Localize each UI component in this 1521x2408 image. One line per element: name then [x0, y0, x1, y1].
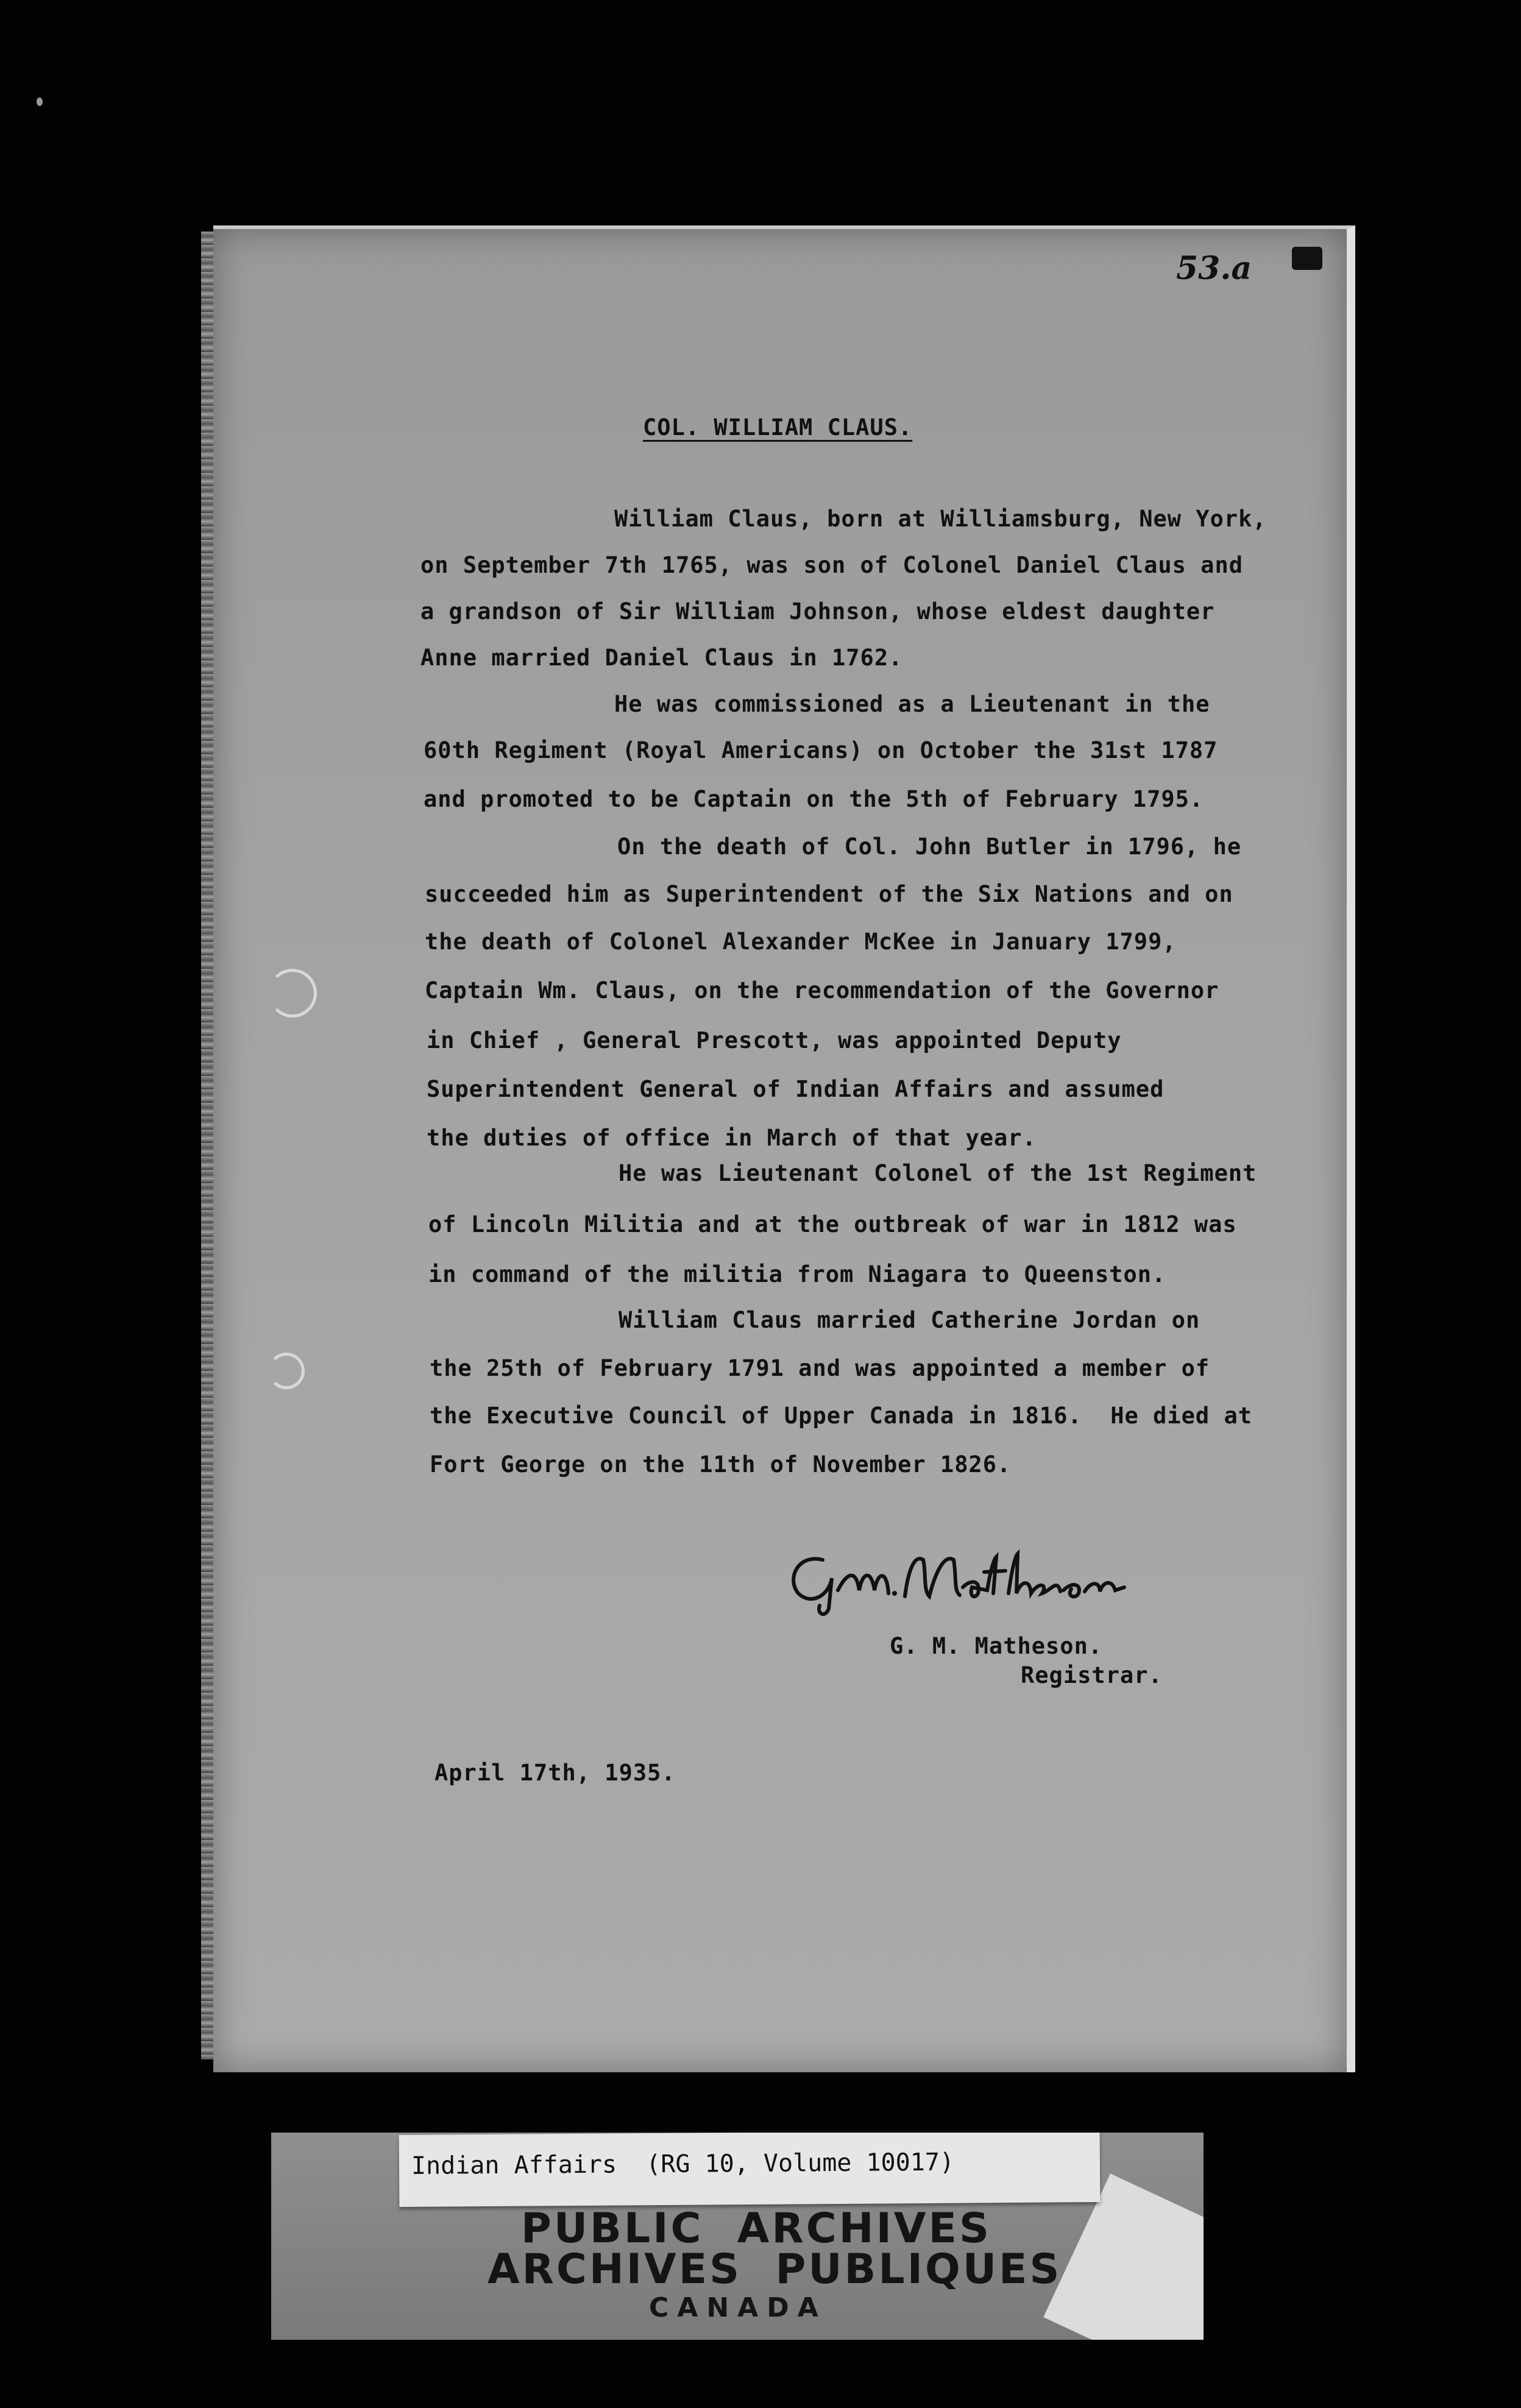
body-line: a grandson of Sir William Johnson, whose eldest daughter [420, 598, 1215, 625]
page-number: 53.a [1176, 250, 1252, 287]
signatory-title: Registrar. [1021, 1662, 1163, 1688]
body-line: Captain Wm. Claus, on the recommendation of the Governor [425, 977, 1219, 1004]
body-line: succeeded him as Superintendent of the Six Nations and on [425, 881, 1233, 907]
body-line: and promoted to be Captain on the 5th of February 1795. [424, 786, 1204, 812]
body-line: the death of Colonel Alexander McKee in January 1799, [425, 929, 1177, 955]
body-line: Anne married Daniel Claus in 1762. [420, 645, 903, 671]
archive-stamp-line: CANADA [649, 2292, 827, 2323]
body-line: William Claus married Catherine Jordan on [619, 1307, 1200, 1333]
body-line: the 25th of February 1791 and was appointed a member of [430, 1355, 1210, 1381]
body-line: He was Lieutenant Colonel of the 1st Regiment [619, 1160, 1257, 1186]
ink-blot [1292, 247, 1322, 270]
body-line: on September 7th 1765, was son of Colonel Daniel Claus and [420, 552, 1244, 578]
body-line: On the death of Col. John Butler in 1796, he [617, 834, 1242, 860]
binding-hole-mark [268, 969, 317, 1018]
archive-label [271, 2133, 1204, 2340]
document-title: COL. WILLIAM CLAUS. [643, 414, 913, 441]
body-line: He was commissioned as a Lieutenant in the [614, 691, 1210, 717]
archive-stamp-line: PUBLIC ARCHIVES [521, 2204, 991, 2253]
reference-tape [399, 2133, 1101, 2207]
body-line: in Chief , General Prescott, was appointed Deputy [427, 1027, 1122, 1054]
body-line: the duties of office in March of that year. [427, 1125, 1037, 1151]
body-line: the Executive Council of Upper Canada in 1816. He died at [430, 1403, 1253, 1429]
film-speck [37, 97, 43, 106]
body-line: Fort George on the 11th of November 1826. [430, 1451, 1012, 1478]
signatory-name: G. M. Matheson. [890, 1633, 1103, 1659]
body-line: in command of the militia from Niagara to Queenston. [428, 1261, 1166, 1287]
body-line: Superintendent General of Indian Affairs and assumed [427, 1076, 1165, 1102]
archive-stamp-line: ARCHIVES PUBLIQUES [488, 2245, 1062, 2293]
body-line: of Lincoln Militia and at the outbreak of war in 1812 was [428, 1211, 1237, 1238]
handwritten-signature [780, 1535, 1133, 1621]
body-line: 60th Regiment (Royal Americans) on October the 31st 1787 [424, 737, 1218, 763]
body-line: William Claus, born at Williamsburg, New York, [614, 506, 1267, 532]
reference-text: Indian Affairs (RG 10, Volume 10017) [411, 2148, 955, 2180]
binding-hole-mark [268, 1353, 305, 1389]
document-date: April 17th, 1935. [434, 1760, 676, 1786]
